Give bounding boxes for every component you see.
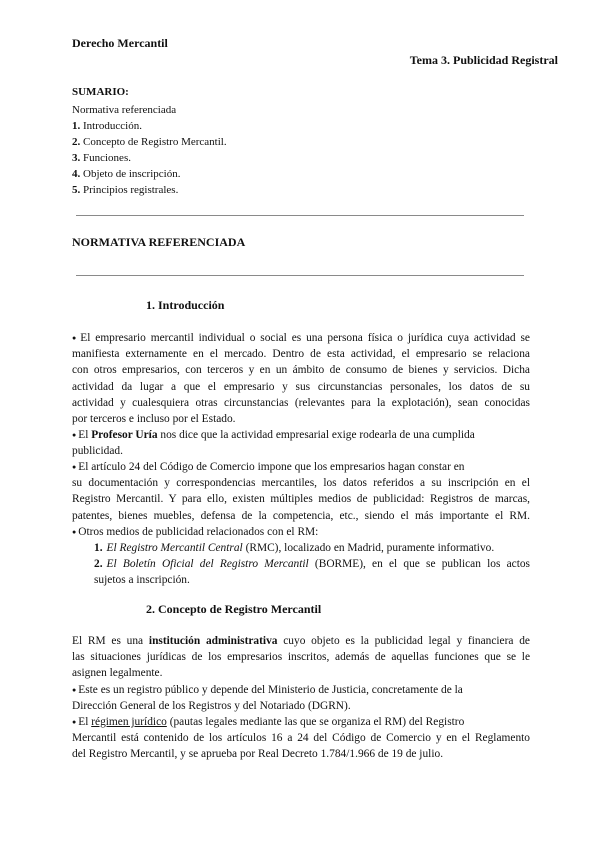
sumario-item-number: 5. [72, 184, 81, 196]
paragraph: El RM es una institución administrativa cuyo objeto es la publicidad legal y financiera de las situaciones jurídicas de los empresarios inscritos, además de aquellas funciones que se le asignen legalmente. [72, 635, 530, 680]
sumario-item [72, 102, 176, 118]
sumario-item [72, 118, 142, 134]
numbered-list-item: 1. El Registro Mercantil Central (RMC), localizado en Madrid, puramente informativo. [94, 542, 495, 554]
normativa-heading: NORMATIVA REFERENCIADA [72, 235, 246, 249]
bullet-icon: ● [72, 528, 77, 536]
sumario-item [72, 150, 131, 166]
sumario-item-number: 2. [72, 136, 81, 148]
sumario-item-text: Normativa referenciada [72, 104, 177, 116]
paragraph: ● El artículo 24 del Código de Comercio impone que los empresarios hagan constar en su documentación y correspondencias mercantiles, los datos referidos a su inscripción en el Registro Mercantil. Y para ello, existen múltiples medios de publicidad: Registros de marcas, patentes, bienes muebles, defensa de la competencia, etc., siendo el más importante el RM. [72, 461, 530, 522]
bullet-icon: ● [72, 686, 77, 694]
sumario-item-number: 4. [72, 168, 81, 180]
sumario-title: SUMARIO: [72, 86, 129, 98]
bullet-icon: ● [72, 431, 77, 439]
paragraph: ● El régimen jurídico (pautas legales mediante las que se organiza el RM) del Registro Mercantil está contenido de los artículos 16 a 24 del Código de Comercio y en el Reglamento del Registro Mercantil, y se aprueba por Real Decreto 1.784/1.966 de 19 de julio. [72, 716, 530, 761]
sumario-item-number: 1. [72, 120, 81, 132]
horizontal-rule [76, 215, 524, 216]
sumario-item [72, 182, 178, 198]
numbered-list-item: 2. El Boletín Oficial del Registro Mercantil (BORME), en el que se publican los actos sujetos a inscripción. [94, 558, 530, 587]
author-name: Profesor Uría [91, 429, 158, 441]
sumario-item-text: Funciones. [83, 152, 131, 164]
bullet-icon: ● [72, 718, 77, 726]
section-heading-concepto: 2. Concepto de Registro Mercantil [146, 602, 322, 616]
bullet-icon: ● [72, 334, 79, 342]
paragraph: ● Otros medios de publicidad relacionados con el RM: [72, 526, 319, 538]
sumario-item-number: 3. [72, 152, 81, 164]
horizontal-rule [76, 275, 524, 276]
paragraph: ● Este es un registro público y depende del Ministerio de Justicia, concretamente de la Dirección General de los Registros y del Notariado (DGRN). [72, 684, 463, 713]
sumario-item-text: Concepto de Registro Mercantil. [83, 136, 227, 148]
header-topic: Tema 3. Publicidad Registral [409, 53, 558, 67]
sumario-item [72, 134, 227, 150]
underlined-term: régimen jurídico [91, 716, 167, 728]
sumario-item-text: Principios registrales. [83, 184, 179, 196]
bullet-icon: ● [72, 463, 77, 471]
sumario-item-text: Introducción. [83, 120, 142, 132]
section-heading-introduccion: 1. Introducción [146, 298, 225, 312]
sumario-item-text: Objeto de inscripción. [83, 168, 181, 180]
paragraph: ● El empresario mercantil individual o social es una persona física o jurídica cuya actividad se manifiesta externamente en el mercado. Dentro de esta actividad, el empresario se relaciona con otros empresarios, con terceros y en un ámbito de consumo de bienes y servicios. Dicha actividad da lugar a que el empresario y sus circunstancias personales, los datos de su actividad y cualesquiera otras circunstancias (relevantes para la explotación), sean conocidas por terceros e incluso por el Estado. [72, 332, 530, 426]
paragraph: ● El Profesor Uría nos dice que la actividad empresarial exige rodearla de una cumplida publicidad. [72, 429, 475, 458]
sumario-item [72, 166, 180, 182]
header-subject: Derecho Mercantil [72, 36, 168, 50]
key-term: institución administrativa [148, 635, 278, 647]
